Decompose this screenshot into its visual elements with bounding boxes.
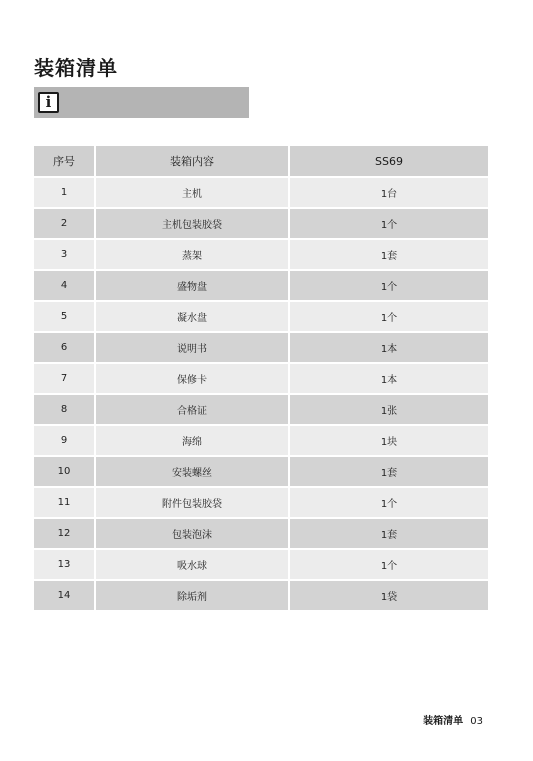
cell-content: 吸水球 (96, 550, 288, 579)
cell-content: 安装螺丝 (96, 457, 288, 486)
cell-content: 主机 (96, 178, 288, 207)
table-row (34, 178, 488, 207)
table-row (34, 457, 488, 486)
cell-quantity: 1套 (290, 519, 488, 548)
cell-no: 7 (34, 364, 94, 393)
cell-no: 5 (34, 302, 94, 331)
cell-no: 12 (34, 519, 94, 548)
table-row (34, 395, 488, 424)
cell-content: 保修卡 (96, 364, 288, 393)
cell-quantity: 1个 (290, 302, 488, 331)
cell-content: 附件包装胶袋 (96, 488, 288, 517)
cell-quantity: 1个 (290, 209, 488, 238)
cell-content: 除垢剂 (96, 581, 288, 610)
table-row (34, 550, 488, 579)
table-row (34, 364, 488, 393)
cell-quantity: 1袋 (290, 581, 488, 610)
table-row (34, 426, 488, 455)
cell-quantity: 1台 (290, 178, 488, 207)
page-footer (423, 712, 483, 727)
cell-no: 13 (34, 550, 94, 579)
cell-no: 6 (34, 333, 94, 362)
table-row (34, 302, 488, 331)
cell-no: 3 (34, 240, 94, 269)
cell-content: 说明书 (96, 333, 288, 362)
table-row (34, 240, 488, 269)
page-title: 装箱清单 (34, 56, 118, 80)
cell-no: 8 (34, 395, 94, 424)
table-row (34, 209, 488, 238)
cell-quantity: 1个 (290, 550, 488, 579)
footer-label: 装箱清单 (423, 716, 464, 727)
cell-no: 9 (34, 426, 94, 455)
cell-no: 1 (34, 178, 94, 207)
page-number: 03 (470, 716, 483, 727)
cell-content: 凝水盘 (96, 302, 288, 331)
header-no: 序号 (34, 146, 94, 176)
cell-quantity: 1套 (290, 457, 488, 486)
cell-content: 合格证 (96, 395, 288, 424)
cell-content: 蒸架 (96, 240, 288, 269)
table-header-row (34, 146, 488, 176)
table-row (34, 271, 488, 300)
cell-quantity: 1套 (290, 240, 488, 269)
cell-no: 4 (34, 271, 94, 300)
cell-content: 盛物盘 (96, 271, 288, 300)
table-row (34, 581, 488, 610)
cell-quantity: 1个 (290, 488, 488, 517)
cell-quantity: 1个 (290, 271, 488, 300)
cell-quantity: 1本 (290, 333, 488, 362)
cell-no: 2 (34, 209, 94, 238)
header-content: 装箱内容 (96, 146, 288, 176)
info-bar (34, 87, 249, 118)
packing-list-table (32, 144, 490, 612)
table-row (34, 488, 488, 517)
cell-no: 14 (34, 581, 94, 610)
cell-content: 主机包装胶袋 (96, 209, 288, 238)
cell-quantity: 1本 (290, 364, 488, 393)
cell-content: 包装泡沫 (96, 519, 288, 548)
table-row (34, 519, 488, 548)
cell-no: 10 (34, 457, 94, 486)
info-icon: i (38, 92, 59, 113)
cell-quantity: 1张 (290, 395, 488, 424)
cell-content: 海绵 (96, 426, 288, 455)
cell-no: 11 (34, 488, 94, 517)
table-row (34, 333, 488, 362)
cell-quantity: 1块 (290, 426, 488, 455)
header-model: SS69 (290, 146, 488, 176)
